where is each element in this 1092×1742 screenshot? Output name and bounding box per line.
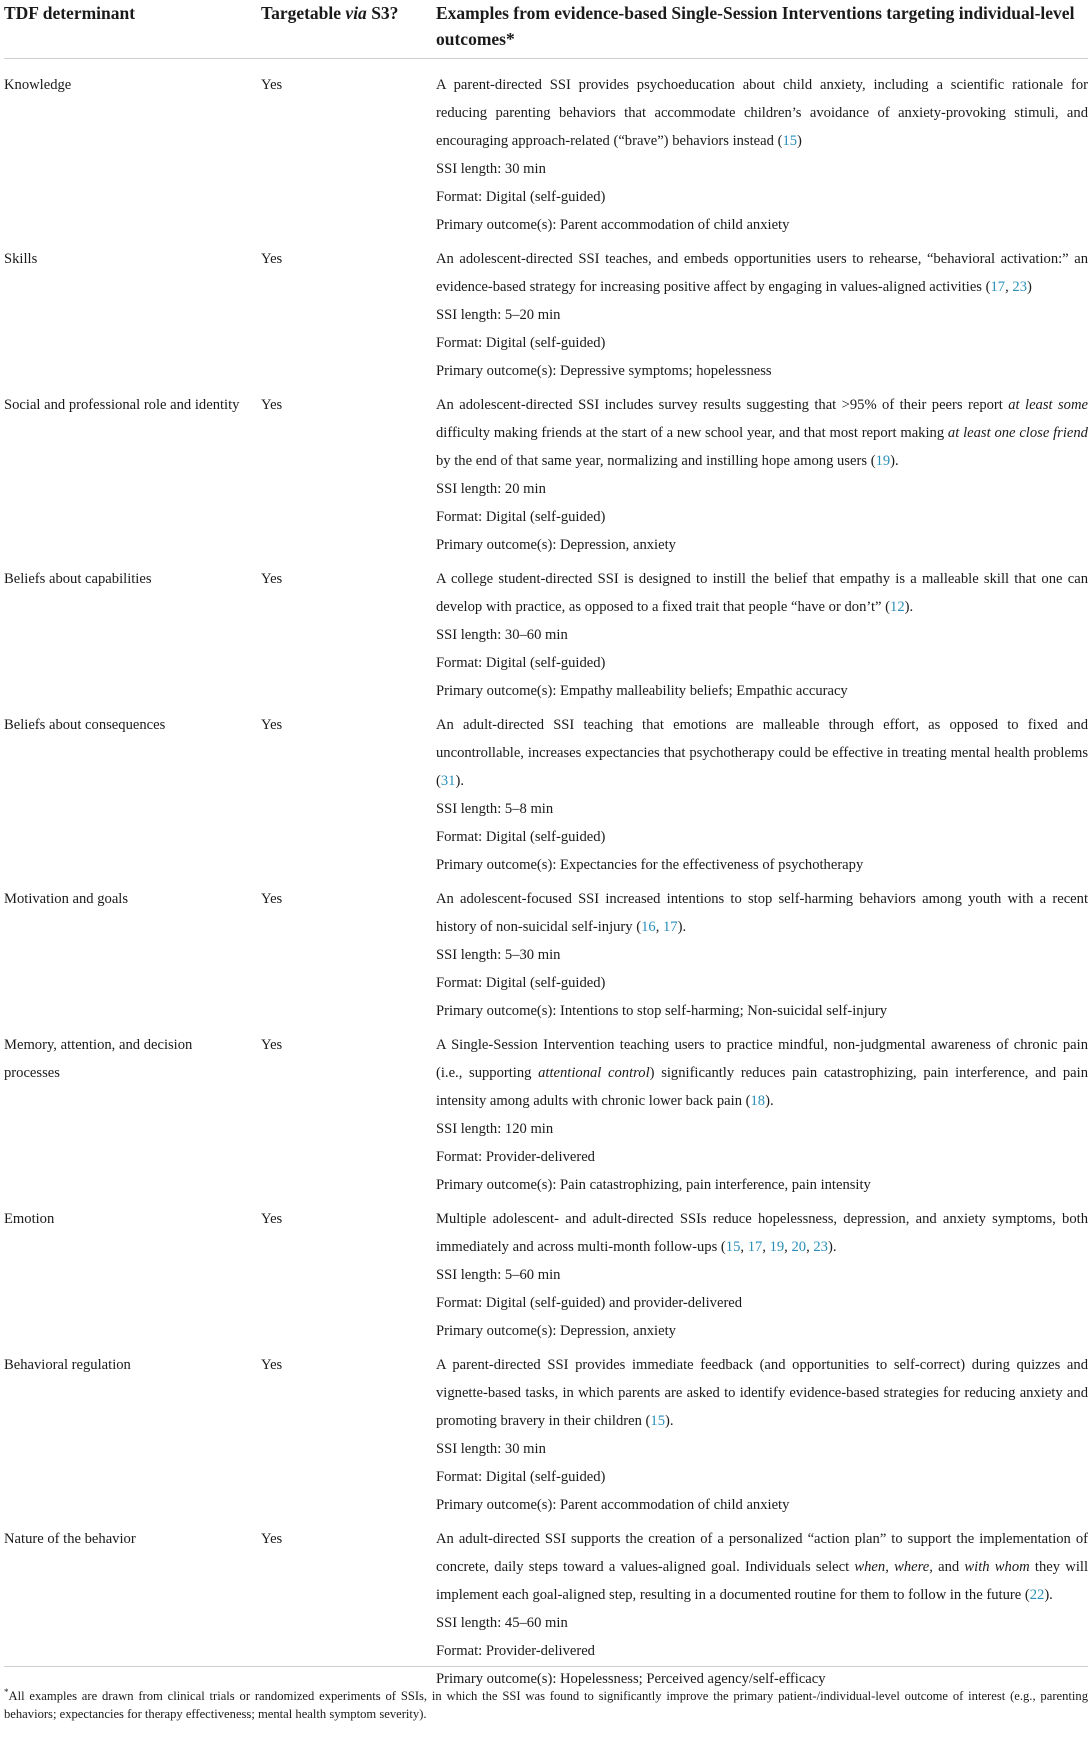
header-examples [436, 0, 1088, 59]
description-text: , [1005, 279, 1013, 295]
table-body [4, 59, 1088, 1694]
description-text: ). [890, 453, 899, 469]
description-text: , [784, 1239, 792, 1255]
description-text: ) [1026, 279, 1032, 295]
ssi-format: Format: Digital (self-guided) [436, 509, 606, 525]
citation-link[interactable]: 22 [1029, 1587, 1045, 1603]
description-text: , [655, 919, 663, 935]
description-text: ). [455, 773, 464, 789]
description-text: An adult-directed SSI teaching that emotions are malleable through effort, as opposed to fixed and uncontrollable, increases expectancies that psychotherapy could be effective in treating mental health problems ( [436, 717, 1088, 789]
citation-link[interactable]: 20 [791, 1239, 807, 1255]
primary-outcome: Primary outcome(s): Depression, anxiety [436, 537, 676, 553]
targetable-cell: Yes [261, 717, 283, 733]
citation-link[interactable]: 17 [662, 919, 678, 935]
header-col3-text: Examples from evidence-based Single-Session Interventions targeting individual-level outcomes* [436, 3, 1075, 49]
example-description [436, 1205, 1088, 1261]
ssi-length: SSI length: 20 min [436, 481, 546, 497]
determinant-cell: Emotion [4, 1211, 55, 1227]
example-description [436, 711, 1088, 795]
primary-outcome: Primary outcome(s): Empathy malleability beliefs; Empathic accuracy [436, 683, 848, 699]
determinant-cell: Social and professional role and identity [4, 397, 240, 413]
ssi-length: SSI length: 5–20 min [436, 307, 561, 323]
targetable-cell: Yes [261, 1211, 283, 1227]
description-text: and [932, 1559, 965, 1575]
determinant-cell: Beliefs about capabilities [4, 571, 152, 587]
table-row [4, 385, 1088, 559]
tdf-table [4, 0, 1088, 1693]
targetable-cell: Yes [261, 397, 283, 413]
ssi-format: Format: Digital (self-guided) [436, 975, 606, 991]
header-col2-pre: Targetable [261, 3, 346, 23]
emphasis-text: attentional control [538, 1065, 650, 1081]
example-cell [436, 239, 1088, 385]
description-text: A Single-Session Intervention teaching users to practice mindful, non-judgmental awareness of chronic pain (i.e., supporting [436, 1037, 1088, 1081]
header-col1-text: TDF determinant [4, 3, 136, 23]
header-col2-post: S3? [366, 3, 399, 23]
primary-outcome: Primary outcome(s): Intentions to stop self-harming; Non-suicidal self-injury [436, 1003, 888, 1019]
determinant-cell: Beliefs about consequences [4, 717, 166, 733]
ssi-length: SSI length: 120 min [436, 1121, 554, 1137]
description-text: ). [677, 919, 687, 935]
primary-outcome: Primary outcome(s): Pain catastrophizing, pain interference, pain intensity [436, 1177, 871, 1193]
example-description [436, 565, 1088, 621]
example-description [436, 1031, 1088, 1115]
description-text: An adolescent-directed SSI includes survey results suggesting that >95% of their peers report [436, 397, 1009, 413]
citation-link[interactable]: 17 [990, 279, 1006, 295]
ssi-format: Format: Digital (self-guided) [436, 335, 606, 351]
example-cell [436, 385, 1088, 559]
description-text: ). [664, 1413, 674, 1429]
citation-link[interactable]: 31 [440, 773, 456, 789]
ssi-length: SSI length: 45–60 min [436, 1615, 568, 1631]
table-row [4, 1199, 1088, 1345]
description-text: difficulty making friends at the start of a new school year, and that most report making [436, 425, 948, 441]
description-text: ) significantly reduces pain catastrophizing, pain interference, and pain intensity among adults with chronic lower back pain ( [436, 1065, 1088, 1109]
targetable-cell: Yes [261, 1357, 283, 1373]
ssi-length: SSI length: 30–60 min [436, 627, 568, 643]
ssi-length: SSI length: 5–30 min [436, 947, 561, 963]
citation-link[interactable]: 19 [769, 1239, 785, 1255]
targetable-cell: Yes [261, 571, 283, 587]
header-row [4, 0, 1088, 59]
primary-outcome: Primary outcome(s): Parent accommodation of child anxiety [436, 217, 790, 233]
emphasis-text: at least some [1008, 397, 1088, 413]
emphasis-text: when, where, [854, 1559, 933, 1575]
table-row [4, 1345, 1088, 1519]
citation-link[interactable]: 17 [747, 1239, 763, 1255]
citation-link[interactable]: 15 [725, 1239, 741, 1255]
example-cell [436, 1199, 1088, 1345]
emphasis-text: at least one close friend [947, 425, 1088, 441]
description-text: An adolescent-directed SSI teaches, and embeds opportunities users to rehearse, “behavioral activation:” an evidence-based strategy for increasing positive affect by engaging in values-aligned activities ( [436, 251, 1088, 295]
example-description [436, 71, 1088, 155]
header-targetable [261, 0, 436, 59]
targetable-cell: Yes [261, 251, 283, 267]
example-description [436, 1351, 1088, 1435]
citation-link[interactable]: 15 [782, 133, 798, 149]
description-text: A parent-directed SSI provides psychoeducation about child anxiety, including a scientific rationale for reducing parenting behaviors that accommodate children’s avoidance of anxiety-provoking stimuli, and encouraging approach-related (“brave”) behaviors instead ( [436, 77, 1088, 149]
determinant-cell: Nature of the behavior [4, 1531, 136, 1547]
table-container [4, 0, 1088, 1693]
ssi-format: Format: Provider-delivered [436, 1149, 595, 1165]
example-cell [436, 1025, 1088, 1199]
example-cell [436, 879, 1088, 1025]
primary-outcome: Primary outcome(s): Parent accommodation of child anxiety [436, 1497, 790, 1513]
determinant-cell: Behavioral regulation [4, 1357, 131, 1373]
ssi-length: SSI length: 30 min [436, 1441, 546, 1457]
description-text: ). [827, 1239, 837, 1255]
citation-link[interactable]: 15 [650, 1413, 665, 1429]
ssi-length: SSI length: 5–60 min [436, 1267, 561, 1283]
description-text: ). [765, 1093, 774, 1109]
targetable-cell: Yes [261, 891, 283, 907]
description-text: , [740, 1239, 748, 1255]
primary-outcome: Primary outcome(s): Depressive symptoms; hopelessness [436, 363, 772, 379]
footnote-marker: * [4, 1687, 9, 1697]
description-text: An adolescent-focused SSI increased intentions to stop self-harming behaviors among youth with a recent history of non-suicidal self-injury ( [436, 891, 1088, 935]
description-text: ). [904, 599, 914, 615]
citation-link[interactable]: 23 [1012, 279, 1027, 295]
primary-outcome: Primary outcome(s): Hopelessness; Perceived agency/self-efficacy [436, 1671, 826, 1687]
table-row [4, 879, 1088, 1025]
ssi-length: SSI length: 5–8 min [436, 801, 554, 817]
description-text: they will implement each goal-aligned step, resulting in a documented routine for them to follow in the future ( [436, 1559, 1089, 1603]
targetable-cell: Yes [261, 1531, 283, 1547]
description-text: , [762, 1239, 770, 1255]
example-description [436, 885, 1088, 941]
ssi-format: Format: Digital (self-guided) [436, 829, 606, 845]
description-text: A college student-directed SSI is designed to instill the belief that empathy is a malleable skill that one can develop with practice, as opposed to a fixed trait that people “have or don’t” ( [436, 571, 1088, 615]
description-text: A parent-directed SSI provides immediate feedback (and opportunities to self-correct) during quizzes and vignette-based tasks, in which parents are asked to identify evidence-based strategies for reducing anxiety and promoting bravery in their children ( [436, 1357, 1088, 1429]
determinant-cell: Knowledge [4, 77, 72, 93]
table-footnote [4, 1666, 1088, 1723]
primary-outcome: Primary outcome(s): Depression, anxiety [436, 1323, 676, 1339]
header-tdf-determinant [4, 0, 261, 59]
example-description [436, 1525, 1088, 1609]
description-text: , [806, 1239, 814, 1255]
determinant-cell: Skills [4, 251, 38, 267]
footnote-text: All examples are drawn from clinical trials or randomized experiments of SSIs, in which the SSI was found to significantly improve the primary patient-/individual-level outcome of interest (e.g., parenting behaviors; expectancies for therapy effectiveness; mental health symptom severity). [4, 1689, 1088, 1722]
emphasis-text: with whom [964, 1559, 1030, 1575]
example-cell [436, 59, 1088, 240]
example-cell [436, 705, 1088, 879]
table-header [4, 0, 1088, 59]
description-text: by the end of that same year, normalizing and instilling hope among users ( [436, 453, 876, 469]
citation-link[interactable]: 18 [750, 1093, 766, 1109]
table-row [4, 705, 1088, 879]
description-text: An adult-directed SSI supports the creation of a personalized “action plan” to support the implementation of concrete, daily steps toward a values-aligned goal. Individuals select [436, 1531, 1088, 1575]
table-row [4, 239, 1088, 385]
table-row [4, 559, 1088, 705]
ssi-format: Format: Digital (self-guided) [436, 655, 606, 671]
targetable-cell: Yes [261, 77, 283, 93]
table-row [4, 59, 1088, 240]
targetable-cell: Yes [261, 1037, 283, 1053]
ssi-format: Format: Digital (self-guided) [436, 189, 606, 205]
ssi-format: Format: Digital (self-guided) [436, 1469, 606, 1485]
ssi-format: Format: Provider-delivered [436, 1643, 595, 1659]
description-text: Multiple adolescent- and adult-directed SSIs reduce hopelessness, depression, and anxiety symptoms, both immediately and across multi-month follow-ups ( [436, 1211, 1088, 1255]
citation-link[interactable]: 12 [890, 599, 905, 615]
header-col2-em: via [345, 3, 367, 23]
ssi-length: SSI length: 30 min [436, 161, 546, 177]
description-text: ). [1044, 1587, 1053, 1603]
example-cell [436, 559, 1088, 705]
primary-outcome: Primary outcome(s): Expectancies for the effectiveness of psychotherapy [436, 857, 864, 873]
citation-link[interactable]: 16 [641, 919, 656, 935]
citation-link[interactable]: 19 [875, 453, 891, 469]
description-text: ) [797, 133, 802, 149]
citation-link[interactable]: 23 [813, 1239, 828, 1255]
example-description [436, 391, 1088, 475]
determinant-cell: Memory, attention, and decision processes [4, 1037, 193, 1081]
example-description [436, 245, 1088, 301]
determinant-cell: Motivation and goals [4, 891, 129, 907]
example-cell [436, 1345, 1088, 1519]
ssi-format: Format: Digital (self-guided) and provider-delivered [436, 1295, 743, 1311]
table-row [4, 1025, 1088, 1199]
